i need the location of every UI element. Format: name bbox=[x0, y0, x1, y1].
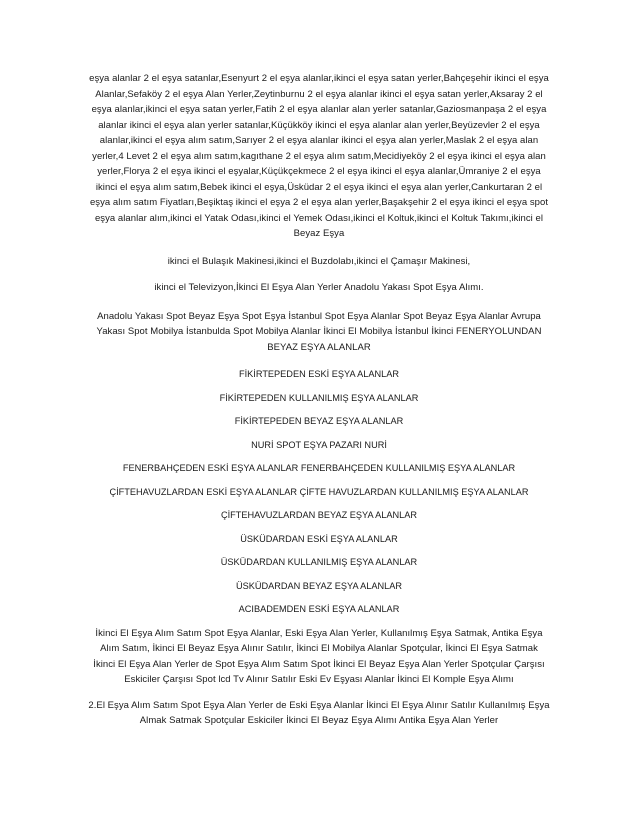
paragraph-second-hand-summary: 2.El Eşya Alım Satım Spot Eşya Alan Yerler de Eski Eşya Alanlar İkinci El Eşya Alınır Satılır Kullanılmış Eşya Almak Satmak Spotçular Eskiciler İkinci El Beyaz Eşya Alımı Antika Eşya Alan Yerler bbox=[88, 699, 550, 726]
heading-fenerbahce: FENERBAHÇEDEN ESKİ EŞYA ALANLAR FENERBAHÇEDEN KULLANILMIŞ EŞYA ALANLAR bbox=[122, 463, 516, 473]
heading-acibadem-eski: ACIBADEMDEN ESKİ EŞYA ALANLAR bbox=[238, 604, 400, 614]
paragraph-spot-furniture: Anadolu Yakası Spot Beyaz Eşya Spot Eşya İstanbul Spot Eşya Alanlar Spot Beyaz Eşya Alanlar Avrupa Yakası Spot Mobilya İstanbulda Spot Mobilya Alanlar İkinci El Mobilya İstanbul İkinci FENERYOLUNDAN BEYAZ EŞYA ALANLAR bbox=[96, 310, 542, 353]
paragraph-districts: eşya alanlar 2 el eşya satanlar,Esenyurt 2 el eşya alanlar,ikinci el eşya satan yerler,Bahçeşehir ikinci el eşya Alanlar,Sefaköy 2 el eşya Alan Yerler,Zeytinburnu 2 el eşya alanlar ikinci el eşya satan yerler,Aksaray 2 el eşya alanlar,ikinci el eşya satan yerler,Fatih 2 el eşya alanlar alan yerler satanlar,Gaziosmanpaşa 2 el eşya alanlar ikinci el eşya alan yerler satanlar,Küçükköy ikinci el eşya alanlar alan yerler,Beyüzevler 2 el eşya alanlar,ikinci el eşya alım satım,Sarıyer 2 el eşya alanlar ikinci el eşya alan yerler,Maslak 2 el eşya alan yerler,4 Levet 2 el eşya alım satım,kagıthane 2 el eşya alım satım,Mecidiyeköy 2 el eşya ikinci el eşya alan yerler,Florya 2 el eşya ikinci el eşyalar,Küçükçekmece 2 el eşya ikinci el eşya alanlar,Ümraniye 2 el eşya ikinci el eşya alım satım,Bebek ikinci el eşya,Üsküdar 2 el eşya ikinci el eşya alan yerler,Cankurtaran 2 el eşya alım satım Fiyatları,Beşiktaş ikinci el eşya 2 el eşya alan yerler,Başakşehir 2 el eşya ikinci el eşya spot eşya alanlar alım,ikinci el Yatak Odası,ikinci el Yemek Odası,ikinci el Koltuk,ikinci el Koltuk Takımı,ikinci el Beyaz Eşya bbox=[89, 73, 549, 239]
heading-fikirtepe-kullanilmis: FİKİRTEPEDEN KULLANILMIŞ EŞYA ALANLAR bbox=[219, 392, 419, 403]
paragraph-appliances: ikinci el Bulaşık Makinesi,ikinci el Buzdolabı,ikinci el Çamaşır Makinesi, bbox=[167, 255, 471, 267]
heading-uskudar-kullanilmis: ÜSKÜDARDAN KULLANILMIŞ EŞYA ALANLAR bbox=[220, 557, 418, 567]
heading-uskudar-eski: ÜSKÜDARDAN ESKİ EŞYA ALANLAR bbox=[240, 533, 398, 544]
heading-ciftehavuzlar-beyaz: ÇİFTEHAVUZLARDAN BEYAZ EŞYA ALANLAR bbox=[220, 510, 418, 520]
heading-uskudar-beyaz: ÜSKÜDARDAN BEYAZ EŞYA ALANLAR bbox=[235, 580, 403, 591]
heading-fikirtepe-beyaz: FİKİRTEPEDEN BEYAZ EŞYA ALANLAR bbox=[234, 416, 404, 426]
heading-fikirtepe-eski: FİKİRTEPEDEN ESKİ EŞYA ALANLAR bbox=[239, 369, 399, 379]
heading-ciftehavuzlar-eski: ÇİFTEHAVUZLARDAN ESKİ EŞYA ALANLAR ÇİFTE HAVUZLARDAN KULLANILMIŞ EŞYA ALANLAR bbox=[109, 486, 529, 497]
paragraph-television: ikinci el Televizyon,İkinci El Eşya Alan Yerler Anadolu Yakası Spot Eşya Alımı. bbox=[154, 282, 484, 293]
heading-nuri-spot: NURİ SPOT EŞYA PAZARI NURİ bbox=[251, 439, 387, 450]
paragraph-second-hand-trade: İkinci El Eşya Alım Satım Spot Eşya Alanlar, Eski Eşya Alan Yerler, Kullanılmış Eşya Satmak, Antika Eşya Alım Satım, İkinci El Beyaz Eşya Alınır Satılır, İkinci El Mobilya Alanlar Spotçular, İkinci El Eşya Satmak İkinci El Eşya Alan Yerler de Spot Eşya Alım Satım Spot İkinci El Beyaz Eşya Alan Yerler Spotçular Çarşısı Eskiciler Çarşısı Spot lcd Tv Alınır Satılır Eski Ev Eşyası Alanlar İkinci El Komple Eşya Alımı bbox=[93, 627, 545, 685]
